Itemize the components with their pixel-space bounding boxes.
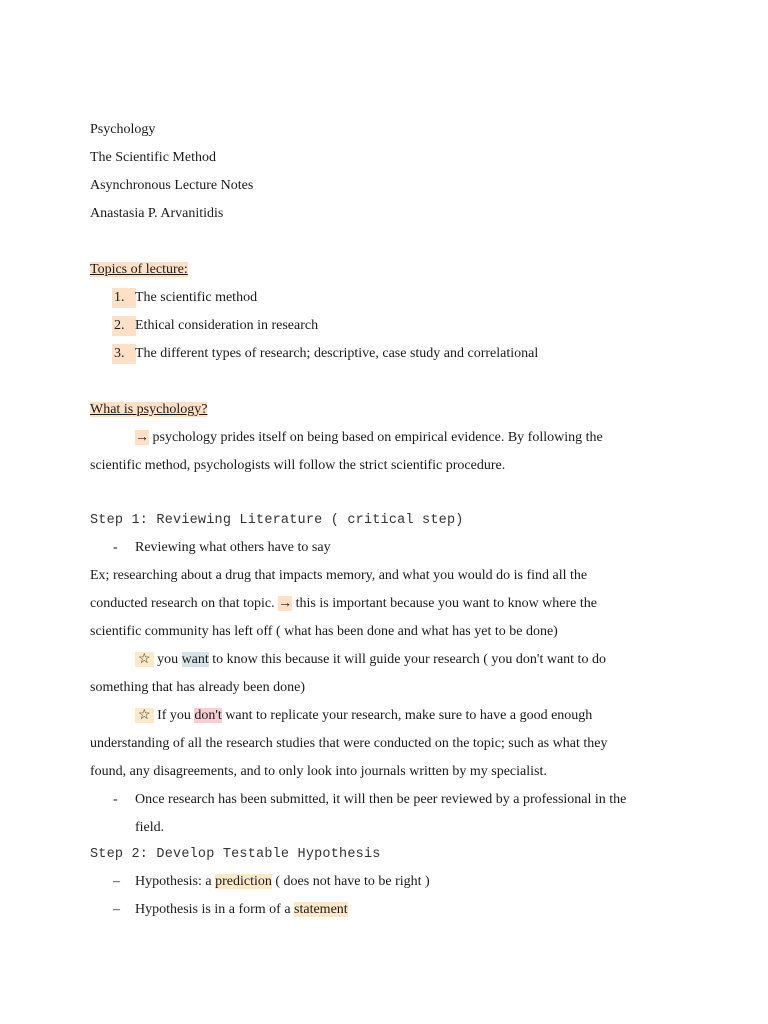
topic-item: Ethical consideration in research — [135, 318, 319, 333]
step2-bullet-1 — [135, 872, 430, 892]
psychology-line-1 — [135, 428, 603, 448]
example-line-2 — [90, 594, 597, 614]
bullet-dash: – — [113, 902, 120, 917]
topic-number: 1. — [112, 288, 136, 308]
bullet-dash: – — [113, 874, 120, 889]
author-name: Anastasia P. Arvanitidis — [90, 206, 224, 221]
star-icon: ☆ — [135, 652, 154, 667]
psychology-line-2: scientific method, psychologists will follow the strict scientific procedure. — [90, 458, 506, 473]
note-text: want to replicate your research, make sure to have a good enough — [221, 708, 593, 723]
arrow-icon: → — [135, 430, 149, 445]
bullet-text: ( does not have to be right ) — [271, 874, 430, 889]
step1-bullet-1: Reviewing what others have to say — [135, 540, 331, 555]
note-text: to know this because it will guide your research ( you don't want to do — [208, 652, 606, 667]
bullet-dash: - — [113, 792, 118, 807]
bullet-dash: - — [113, 540, 118, 555]
step2-heading: Step 2: Develop Testable Hypothesis — [90, 847, 381, 862]
example-text: conducted research on that topic. — [90, 596, 279, 611]
bullet-text: Hypothesis is in a form of a — [135, 902, 295, 917]
star-icon: ☆ — [135, 708, 154, 723]
step1-heading: Step 1: Reviewing Literature ( critical step) — [90, 513, 464, 528]
note-2-cont-1: understanding of all the research studies that were conducted on the topic; such as what they — [90, 736, 608, 751]
note-2-cont-2: found, any disagreements, and to only look into journals written by my specialist. — [90, 764, 547, 779]
example-line-1: Ex; researching about a drug that impacts memory, and what you would do is find all the — [90, 568, 588, 583]
highlight-want: want — [181, 652, 209, 667]
note-1-cont: something that has already been done) — [90, 680, 305, 695]
note-text: you — [153, 652, 182, 667]
lecture-topic: The Scientific Method — [90, 150, 216, 165]
highlight-dont: don't — [194, 708, 222, 723]
highlight-prediction: prediction — [215, 874, 272, 889]
notes-type: Asynchronous Lecture Notes — [90, 178, 254, 193]
example-line-3: scientific community has left off ( what has been done and what has yet to be done) — [90, 624, 558, 639]
arrow-icon: → — [278, 596, 293, 611]
topic-item: The different types of research; descriptive, case study and correlational — [135, 346, 539, 361]
topic-item: The scientific method — [135, 290, 258, 305]
psychology-heading — [90, 400, 207, 420]
note-2 — [135, 706, 592, 726]
step1-bullet-2-cont: field. — [135, 820, 165, 835]
step1-bullet-2: Once research has been submitted, it will then be peer reviewed by a professional in the — [135, 792, 627, 807]
course-title: Psychology — [90, 122, 156, 137]
topic-number: 2. — [112, 316, 136, 336]
highlight-statement: statement — [294, 902, 348, 917]
psychology-text: psychology prides itself on being based on empirical evidence. By following the — [149, 430, 603, 445]
step2-bullet-2 — [135, 900, 348, 920]
bullet-text: Hypothesis: a — [135, 874, 216, 889]
topics-heading-text: Topics of lecture: — [90, 262, 188, 277]
example-text: this is important because you want to know where the — [292, 596, 597, 611]
note-1 — [135, 650, 606, 670]
topics-heading — [90, 260, 188, 280]
psychology-heading-text: What is psychology? — [90, 402, 208, 417]
topic-number: 3. — [112, 344, 136, 364]
note-text: If you — [153, 708, 195, 723]
